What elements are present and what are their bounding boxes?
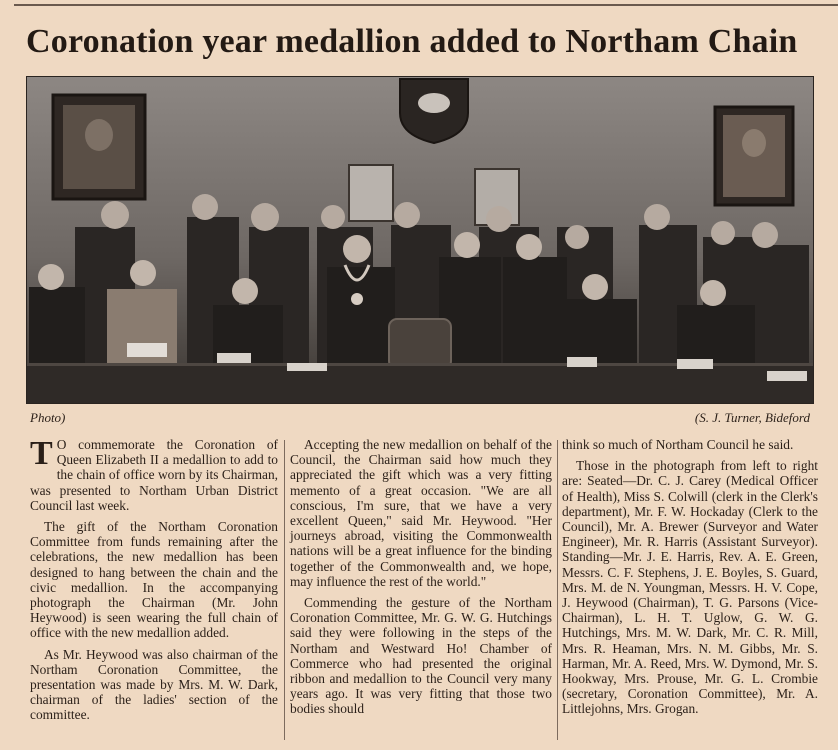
photo-credit: (S. J. Turner, Bideford [694, 410, 810, 425]
photo-caption-left: Photo) [30, 410, 66, 425]
headline: Coronation year medallion added to Northam Chain [26, 23, 798, 60]
paragraph: Accepting the new medallion on behalf of the Council, the Chairman said how much they appreciated the gift which was a very fitting memento of a great occasion. "We are all conscious, I'm sure, that we have a very excellent Queen," said Mr. Heywood. "Her journeys abroad, visiting the Commonwealth nations will be a great influence for the binding together of the Commonwealth and, we hope, may influence the rest of the world." [290, 437, 552, 589]
photo-illustration [27, 77, 813, 403]
drop-cap: T [30, 435, 53, 472]
article-column-2 [290, 437, 552, 723]
paragraph-text: O commemorate the Coronation of Queen Elizabeth II a medallion to add to the chain of office worn by its Chairman, was presented to Northam Urban District Council last week. [30, 437, 278, 513]
top-rule [14, 4, 838, 6]
paragraph: think so much of Northam Council he said. [562, 437, 794, 452]
group-photograph [26, 76, 814, 404]
article-column-1 [30, 437, 278, 729]
paragraph: Commending the gesture of the Northam Coronation Committee, Mr. G. W. G. Hutchings said they were following in the steps of the Northam and Westward Ho! Chamber of Commerce who had presented the original ribbon and medallion to the Council very many years ago. It was very fitting that those two bodies should [290, 595, 552, 717]
column-divider [284, 440, 285, 740]
article-column-3 [562, 437, 818, 723]
column-divider [557, 440, 558, 740]
paragraph [30, 437, 278, 513]
paragraph: As Mr. Heywood was also chairman of the Northam Coronation Committee, the presentation was made by Mrs. M. W. Dark, chairman of the ladies' section of the committee. [30, 646, 278, 723]
paragraph: The gift of the Northam Coronation Committee from funds remaining after the celebrations, the new medallion has been designed to hang between the chain and the civic medallion. In the accompanying photograph the Chairman (Mr. John Heywood) is seen wearing the full chain of office with the new medallion added. [30, 519, 278, 641]
paragraph: Those in the photograph from left to right are: Seated—Dr. C. J. Carey (Medical Officer of Health), Miss S. Colwill (clerk in the Clerk's department), Mr. F. W. Hockaday (Clerk to the Council), Mr. A. Brewer (Surveyor and Water Engineer), Mr. R. Harris (Assistant Surveyor). Standing—Mr. J. E. Harris, Rev. A. E. Green, Messrs. C. F. Stephens, J. E. Boyles, S. Guard, Mrs. M. de N. Youngman, Messrs. H. V. Cope, J. Heywood (Chairman), T. G. Parsons (Vice-Chairman), L. H. T. Uglow, G. W. G. Hutchings, Mrs. M. W. Dark, Mr. C. R. Mill, Mrs. R. Heaman, Mrs. N. M. Gibbs, Mr. S. Harman, Mr. A. Reed, Mrs. W. Dymond, Mr. S. Hookway, Mrs. Prouse, Mr. G. L. Crombie (secretary, Coronation Committee), Mr. A. Littlejohns, Mrs. Grogan. [562, 458, 818, 717]
